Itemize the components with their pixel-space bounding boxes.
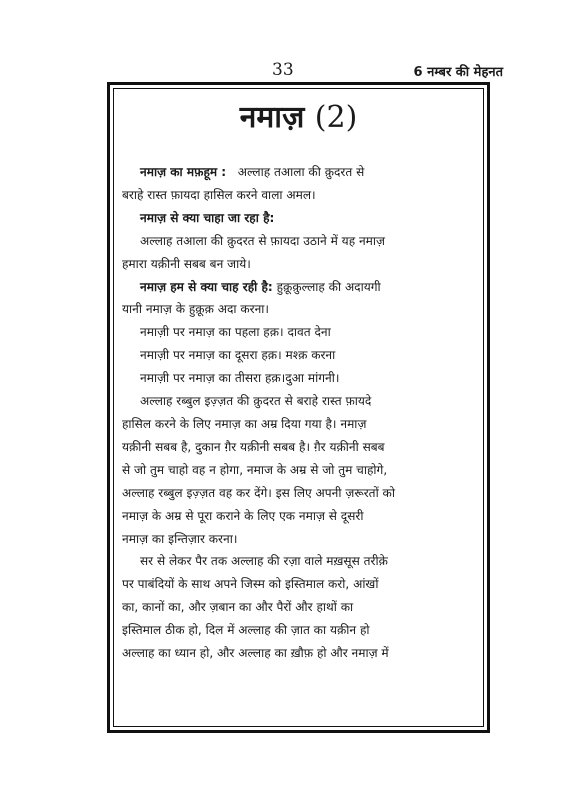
content-frame xyxy=(107,82,490,733)
text-line: यक़ीनी सबब है, दुकान ग़ैर यक़ीनी सबब है। ग़ैर यक़ीनी सबब xyxy=(122,439,385,454)
text-line: से जो तुम चाहो वह न होगा, नमाज के अम्र से जो तुम चाहोगे, xyxy=(122,462,388,477)
text-line: पर पाबंदियों के साथ अपने जिस्म को इस्तिमाल करो, आंखों xyxy=(122,577,379,592)
inner-border xyxy=(113,88,484,727)
text-fragment: हुक़ूक़ुल्लाह की अदायगी xyxy=(276,279,381,294)
section-heading: नमाज़ से क्या चाहा जा रहा है: xyxy=(140,210,275,225)
text-line: नमाज़ी पर नमाज़ का दूसरा हक़। मश्क़ करना xyxy=(140,348,336,363)
page-number: 33 xyxy=(272,60,294,80)
title-text: नमाज़ xyxy=(239,100,305,135)
text-line: अल्लाह रब्बुल इज़्ज़त की क़ुदरत से बराहे रास्त फ़ायदे xyxy=(140,394,372,409)
text-line xyxy=(122,276,473,299)
text-line xyxy=(122,161,473,184)
section-heading: नमाज़ हम से क्या चाह रही है: xyxy=(140,279,273,294)
text-line: इस्तिमाल ठीक हो, दिल में अल्लाह की ज़ात का यक़ीन हो xyxy=(122,623,370,638)
text-line: नमाज़ी पर नमाज़ का पहला हक़। दावत देना xyxy=(140,325,331,340)
text-line: सर से लेकर पैर तक अल्लाह की रज़ा वाले मख़सूस तरीक़े xyxy=(140,554,388,569)
running-header: 6 नम्बर की मेहनत xyxy=(413,65,503,80)
text-line: बराहे रास्त फ़ायदा हासिल करने वाला अमल। xyxy=(122,187,316,202)
text-line: हासिल करने के लिए नमाज़ का अम्र दिया गया है। नमाज़ xyxy=(122,416,367,431)
text-line: नमाज़ी पर नमाज़ का तीसरा हक़।दुआ मांगनी। xyxy=(140,371,340,386)
text-line: का, कानों का, और ज़बान का और पैरों और हाथों का xyxy=(122,600,354,615)
text-line: अल्लाह रब्बुल इज़्ज़त वह कर देंगे। इस लिए अपनी ज़रूरतों को xyxy=(122,485,395,500)
body-text xyxy=(122,161,473,665)
page-title xyxy=(114,95,483,136)
title-number: (2) xyxy=(314,100,358,135)
text-line: नमाज़ का इन्तिज़ार करना। xyxy=(122,531,238,546)
text-line: यानी नमाज़ के हुक़ूक़ अदा करना। xyxy=(122,302,270,317)
definition-heading: नमाज़ का मफ़हूम : xyxy=(140,165,227,179)
text-line: हमारा यक़ीनी सबब बन जाये। xyxy=(122,256,251,271)
text-line: अल्लाह तआला की क़ुदरत से फ़ायदा उठाने में यह नमाज़ xyxy=(140,233,386,248)
text-line: नमाज़ के अम्र से पूरा कराने के लिए एक नमाज़ से दूसरी xyxy=(122,508,364,523)
text-line: अल्लाह का ध्यान हो, और अल्लाह का ख़ौफ़ हो और नमाज़ में xyxy=(122,646,389,661)
text-fragment: अल्लाह तआला की क़ुदरत से xyxy=(237,165,365,179)
